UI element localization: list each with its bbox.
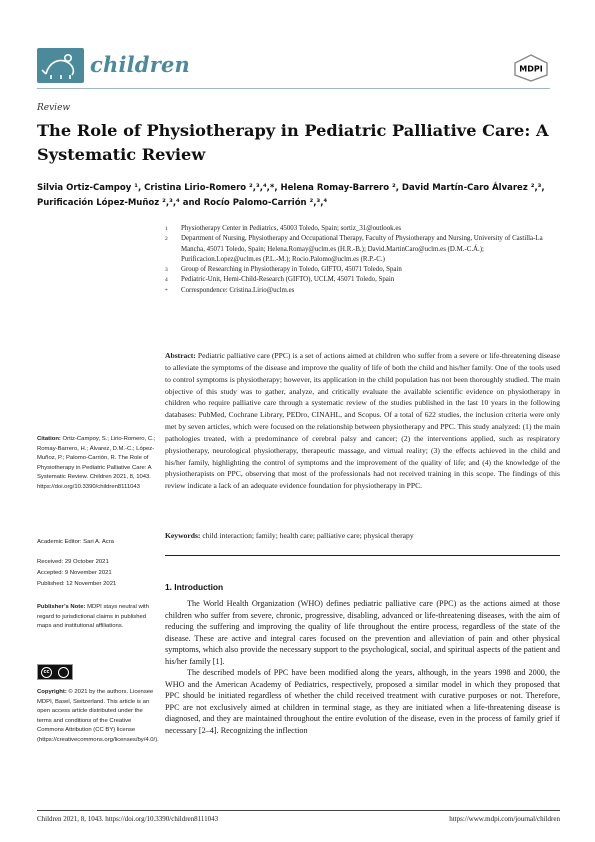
affiliation-item: 2 Department of Nursing, Physiotherapy and Occupational Therapy, Faculty of Physiotherapy and Nursing, University of Castilla-La Mancha, 45071 Toledo, Spain; Helena.Romay@uclm.es (H.R.-B.); David.MartinCaro@uclm.es (D.M.-C.Á.); Purificacion.Lopez@uclm.es (P.L.-M.); Rocio.Palomo@uclm.es (R.P.-C.) <box>165 235 543 263</box>
cc-by-license-icon <box>37 664 73 680</box>
copyright-text: © 2021 by the authors. Licensee MDPI, Basel, Switzerland. This article is an open access article distributed under the terms and conditions of the Creative Commons Attribution (CC BY) license (https://creativecommons.org/licenses/by/4.0/). <box>37 689 159 743</box>
section-divider <box>165 555 560 556</box>
keywords-text: child interaction; family; health care; palliative care; physical therapy <box>202 531 414 540</box>
keywords-label: Keywords: <box>165 531 201 540</box>
affiliation-item: 4 Pediatric-Unit, Hemi-Child-Research (GIFTO), UCLM, 45071 Toledo, Spain <box>165 276 395 284</box>
publisher-note-label: Publisher’s Note: <box>37 604 86 610</box>
introduction-body <box>165 598 560 737</box>
citation-label: Citation: <box>37 436 61 442</box>
header-rule <box>37 88 550 89</box>
footer-citation: Children 2021, 8, 1043. https://doi.org/10.3390/children8111043 <box>37 815 219 823</box>
keywords <box>165 531 560 540</box>
affiliation-item: 1 Physiotherapy Center in Pediatrics, 45003 Toledo, Spain; sortiz_31@outlook.es <box>165 225 402 232</box>
journal-name: children <box>90 52 190 77</box>
citation-block <box>37 435 159 493</box>
author-list: Silvia Ortiz-Campoy ¹, Cristina Lirio-Romero ²,³,⁴,*, Helena Romay-Barrero ², David Martín-Caro Álvarez ²,³, Purificación López-Muñoz ²,³,⁴ and Rocío Palomo-Carrión ²,³,⁴ <box>37 183 545 208</box>
publisher-name: MDPI <box>519 64 543 74</box>
publisher-note-text: MDPI stays neutral with regard to jurisdictional claims in published maps and institutional affiliations. <box>37 604 149 630</box>
footer-rule <box>37 810 560 811</box>
academic-editor: Academic Editor: Sari A. Acra <box>37 539 114 545</box>
journal-logo <box>37 48 84 83</box>
published-date: Published: 12 November 2021 <box>37 581 117 587</box>
copyright-label: Copyright: <box>37 689 67 695</box>
accepted-date: Accepted: 9 November 2021 <box>37 570 112 576</box>
received-date: Received: 29 October 2021 <box>37 559 109 565</box>
paragraph: The World Health Organization (WHO) defines pediatric palliative care (PPC) as the actions aimed at those children who suffer from severe, chronic, progressive, disabling, advanced or life-threatening diseases, with the aim of reducing the suffering and improving the quality of life throughout the entire process, regardless of the state of the disease. These are active and integral cares focused on the prevention and alleviation of pain and other physical symptoms, which also provide the necessary support to the psychological, social, and spiritual aspects of the patient and his/her family [1]. <box>165 599 560 666</box>
cc-symbol: cc <box>41 667 52 678</box>
correspondence: * Correspondence: Cristina.Lirio@uclm.es <box>165 286 295 294</box>
affiliation-item: 3 Group of Researching in Physiotherapy in Toledo, GIFTO, 45071 Toledo, Spain <box>165 266 402 274</box>
copyright-block <box>37 688 159 746</box>
attribution-symbol <box>58 667 69 678</box>
abstract-label: Abstract: <box>165 351 196 360</box>
citation-text: Ortiz-Campoy, S.; Lirio-Romero, C.; Romay-Barrero, H.; Álvarez, D.M.-C.; López-Muñoz, P.; Palomo-Carrión, R. The Role of Physiotherapy in Pediatric Palliative Care: A Systematic Review. Children 2021, 8, 1043. https://doi.org/10.3390/children8111043 <box>37 436 156 490</box>
article-title: The Role of Physiotherapy in Pediatric Palliative Care: A Systematic Review <box>37 121 549 164</box>
mdpi-logo <box>513 54 549 82</box>
article-type: Review <box>37 103 71 113</box>
footer-journal-url[interactable]: https://www.mdpi.com/journal/children <box>449 815 560 823</box>
paragraph: The described models of PPC have been modified along the years, although, in the years 1998 and 2000, the WHO and the American Academy of Pediatrics, respectively, proposed a similar model in which they proposed that PPC should be initiated regardless of whether the child received treatment with curative purposes or not. Therefore, PPC are not exclusively aimed at children in terminal stage, as they are initiated when a life-threatening disease is diagnosed, and they are maintained throughout the entire evolution of the disease, even in the process of family grief if necessary [2–4]. Recognizing the inflection <box>165 668 560 736</box>
abstract <box>165 350 560 492</box>
abstract-text: Pediatric palliative care (PPC) is a set of actions aimed at children who suffer from a severe or life-threatening disease to alleviate the symptoms of the disease and improve the quality of life of both the child and his/her family. One of the tools used to control symptoms is physiotherapy; however, its application in the child population has not been thoroughly studied. The main objective of this study was to gather, analyze, and critically evaluate the available scientific evidence on physiotherapy in children who require palliative care through a systematic review of the studies published in the last 10 years in the following databases: PubMed, Cochrane Library, PEDro, CINAHL, and Scopus. Of a total of 622 studies, the inclusion criteria were only met by seven articles, which were focused on the relationship between physiotherapy and PPC. This study analyzed: (1) the main pathologies treated, with a predominance of cerebral palsy and cancer; (2) the interventions applied, such as respiratory physiotherapy, neurological physiotherapy, therapeutic massage, and virtual reality; (3) the effects achieved in the child and his/her family, highlighting the control of symptoms and the improvement of the quality of life; and (4) the knowledge of the physiotherapists on PPC, observing that most of the professionals had not received training in this scope. The findings of this review indicate a lack of an adequate evidence foundation for physiotherapy in PPC. <box>165 351 560 491</box>
affiliations <box>165 224 560 296</box>
publisher-note <box>37 603 159 632</box>
section-heading: 1. Introduction <box>165 582 224 592</box>
